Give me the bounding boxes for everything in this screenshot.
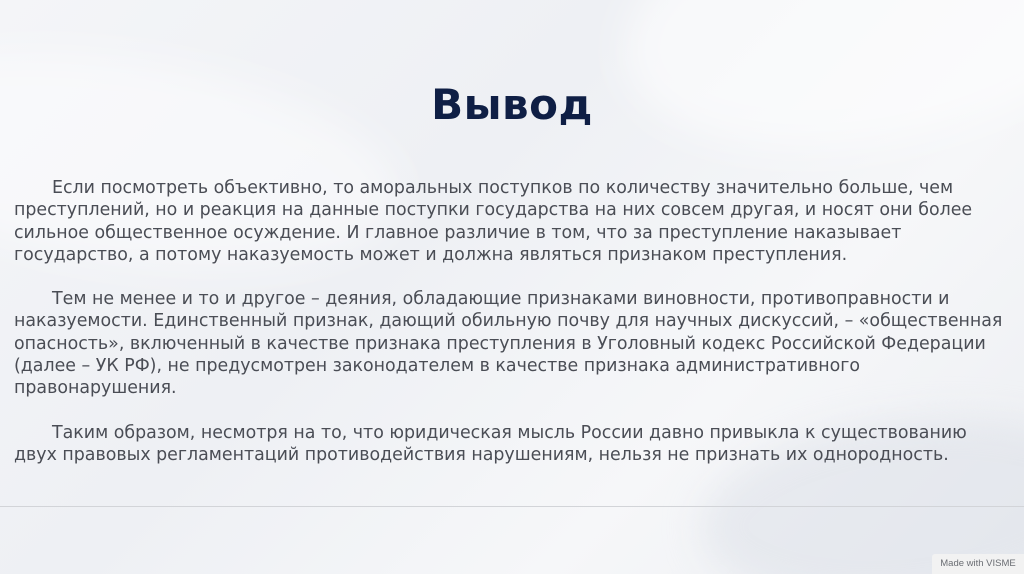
slide-title: Вывод [431, 80, 593, 129]
body-paragraph: Таким образом, несмотря на то, что юридическая мысль России давно привыкла к существованию двух правовых регламентаций противодействия нарушениям, нельзя не признать их однородность. [14, 422, 967, 465]
slide-body [14, 177, 1009, 488]
body-paragraph: Если посмотреть объективно, то аморальных поступков по количеству значительно больше, чем преступлений, но и реакция на данные поступки государства на них совсем другая, и носят они более сильное общественное осуждение. И главное различие в том, что за преступление наказывает государство, а потому наказуемость может и должна являться признаком преступления. [14, 178, 973, 265]
visme-watermark[interactable]: Made with VISME [932, 554, 1024, 574]
footer-divider [0, 506, 1024, 507]
body-paragraph: Тем не менее и то и другое – деяния, обладающие признаками виновности, противоправности и наказуемости. Единственный признак, дающий обильную почву для научных дискуссий, – «общественная опасность», включенный в качестве признака преступления в Уголовный кодекс Российской Федерации (далее – УК РФ), не предусмотрен законодателем в качестве признака административного правонарушения. [14, 289, 1003, 399]
